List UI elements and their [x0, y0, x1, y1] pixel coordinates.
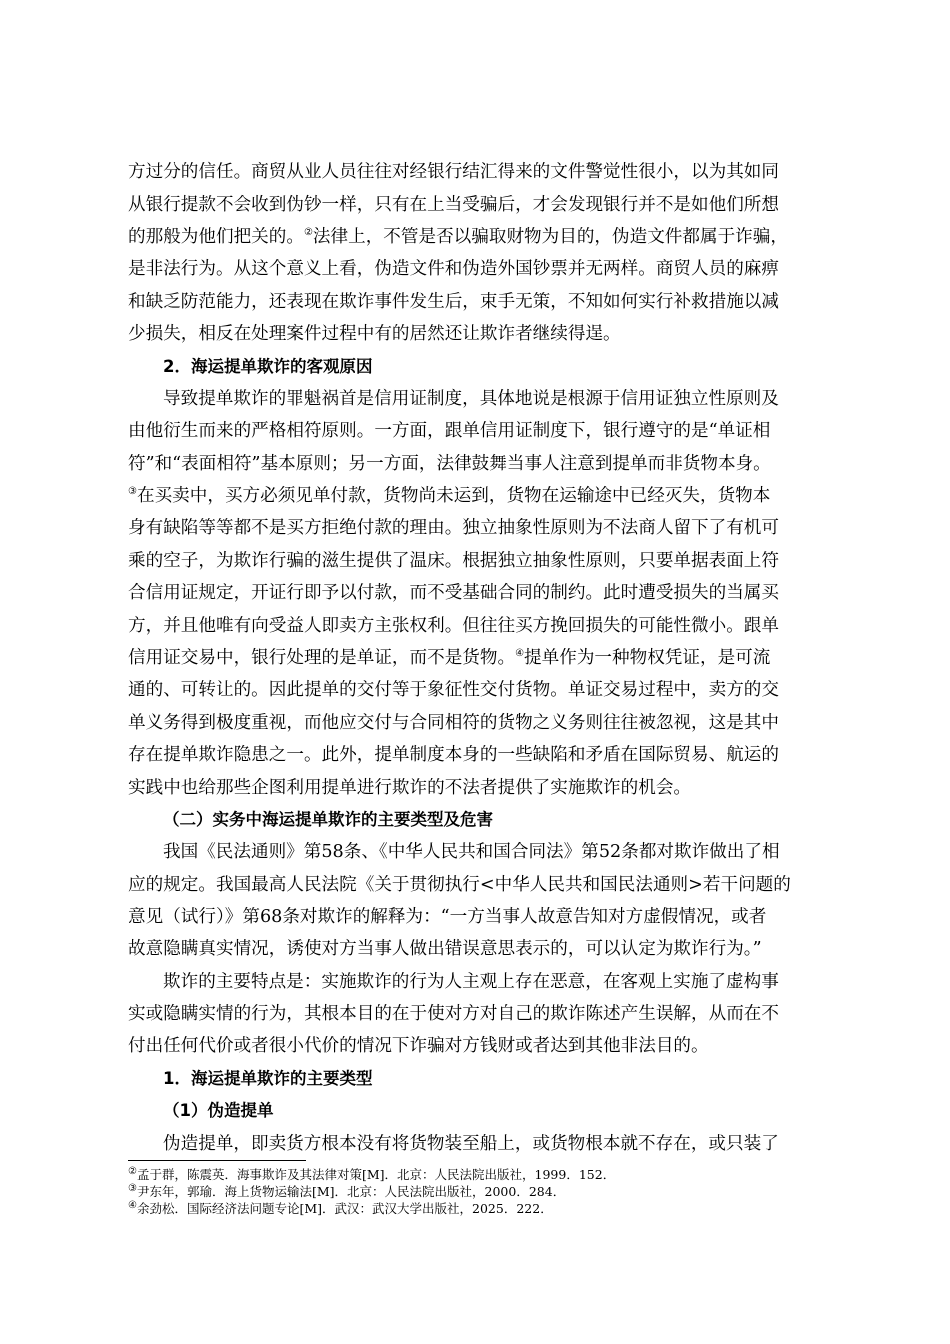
body-text: 在买卖中，买方必须见单付款，货物尚未运到，货物在运输途中已经灭失，货物本	[136, 486, 771, 506]
body-line: 付出任何代价或者很小代价的情况下诈骗对方钱财或者达到其他非法目的。	[128, 1036, 709, 1056]
body-line	[128, 227, 788, 247]
body-line: 身有缺陷等等都不是买方拒绝付款的理由。独立抽象性原则为不法商人留下了有机可	[128, 518, 779, 538]
footnote-separator	[128, 1160, 306, 1161]
body-line	[128, 648, 770, 668]
section-heading: 2．海运提单欺诈的客观原因	[163, 357, 373, 376]
body-text: 法律上，不管是否以骗取财物为目的，伪造文件都属于诈骗，	[312, 227, 788, 247]
footnote-text: 余劲松．国际经济法问题专论[M]．武汉：武汉大学出版社，2025．222．	[136, 1201, 553, 1216]
body-line: 方过分的信任。商贸从业人员往往对经银行结汇得来的文件警觉性很小，以为其如同	[128, 162, 779, 182]
body-line: 从银行提款不会收到伪钞一样，只有在上当受骗后，才会发现银行并不是如他们所想	[128, 195, 779, 215]
body-text: 提单作为一种物权凭证，是可流	[524, 648, 771, 668]
body-line: 符”和“表面相符”基本原则；另一方面，法律鼓舞当事人注意到提单而非货物本身。	[128, 454, 771, 474]
body-line: 导致提单欺诈的罪魁祸首是信用证制度，具体地说是根源于信用证独立性原则及	[163, 389, 779, 409]
body-line: 是非法行为。从这个意义上看，伪造文件和伪造外国钞票并无两样。商贸人员的麻痹	[128, 259, 779, 279]
footnote	[128, 1165, 616, 1182]
body-line: 故意隐瞒真实情况，诱使对方当事人做出错误意思表示的，可以认定为欺诈行为。”	[128, 939, 762, 959]
footnote	[128, 1182, 566, 1199]
body-line: 我国《民法通则》第58条、《中华人民共和国合同法》第52条都对欺诈做出了相	[163, 842, 780, 862]
footnote-ref: ③	[128, 486, 137, 498]
body-line: 欺诈的主要特点是：实施欺诈的行为人主观上存在恶意，在客观上实施了虚构事	[163, 972, 779, 992]
footnote-mark: ④	[128, 1199, 137, 1211]
footnote-text: 尹东年，郭瑜．海上货物运输法[M]．北京：人民法院出版社，2000．284．	[136, 1184, 566, 1199]
body-line: 存在提单欺诈隐患之一。此外，提单制度本身的一些缺陷和矛盾在国际贸易、航运的	[128, 745, 779, 765]
body-line: 实践中也给那些企图利用提单进行欺诈的不法者提供了实施欺诈的机会。	[128, 778, 692, 798]
body-text: 信用证交易中，银行处理的是单证，而不是货物。	[128, 648, 516, 668]
body-line: 伪造提单，即卖货方根本没有将货物装至船上，或货物根本就不存在，或只装了	[163, 1134, 779, 1154]
footnote	[128, 1199, 553, 1216]
body-line	[128, 486, 770, 506]
sub-heading: （1）伪造提单	[163, 1101, 274, 1120]
footnote-mark: ③	[128, 1182, 137, 1194]
footnote-ref: ④	[515, 648, 525, 660]
body-line: 由他衍生而来的严格相符原则。一方面，跟单信用证制度下，银行遵守的是“单证相	[128, 421, 771, 441]
body-line: 方，并且他唯有向受益人即卖方主张权利。但往往买方挽回损失的可能性微小。跟单	[128, 616, 779, 636]
body-line: 合信用证规定，开证行即予以付款，而不受基础合同的制约。此时遭受损失的当属买	[128, 583, 779, 603]
section-heading: （二）实务中海运提单欺诈的主要类型及危害	[163, 810, 493, 829]
body-line: 实或隐瞒实情的行为，其根本目的在于使对方对自己的欺诈陈述产生误解，从而在不	[128, 1004, 779, 1024]
body-line: 应的规定。我国最高人民法院《关于贯彻执行<中华人民共和国民法通则>若干问题的	[128, 875, 791, 895]
footnote-text: 孟于群，陈震英．海事欺诈及其法律对策[M]．北京：人民法院出版社，1999．152．	[136, 1167, 616, 1182]
section-heading: 1．海运提单欺诈的主要类型	[163, 1069, 373, 1088]
body-line: 乘的空子，为欺诈行骗的滋生提供了温床。根据独立抽象性原则，只要单据表面上符	[128, 551, 779, 571]
body-line: 通的、可转让的。因此提单的交付等于象征性交付货物。单证交易过程中，卖方的交	[128, 680, 779, 700]
body-text: 的那般为他们把关的。	[128, 227, 304, 247]
footnote-ref: ②	[303, 227, 313, 239]
body-line: 单义务得到极度重视，而他应交付与合同相符的货物之义务则往往被忽视，这是其中	[128, 713, 779, 733]
footnote-mark: ②	[128, 1165, 137, 1177]
body-line: 少损失，相反在处理案件过程中有的居然还让欺诈者继续得逞。	[128, 324, 621, 344]
body-line: 意见（试行）》第68条对欺诈的解释为：“一方当事人故意告知对方虚假情况，或者	[128, 907, 767, 927]
body-line: 和缺乏防范能力，还表现在欺诈事件发生后，束手无策，不知如何实行补救措施以减	[128, 292, 779, 312]
